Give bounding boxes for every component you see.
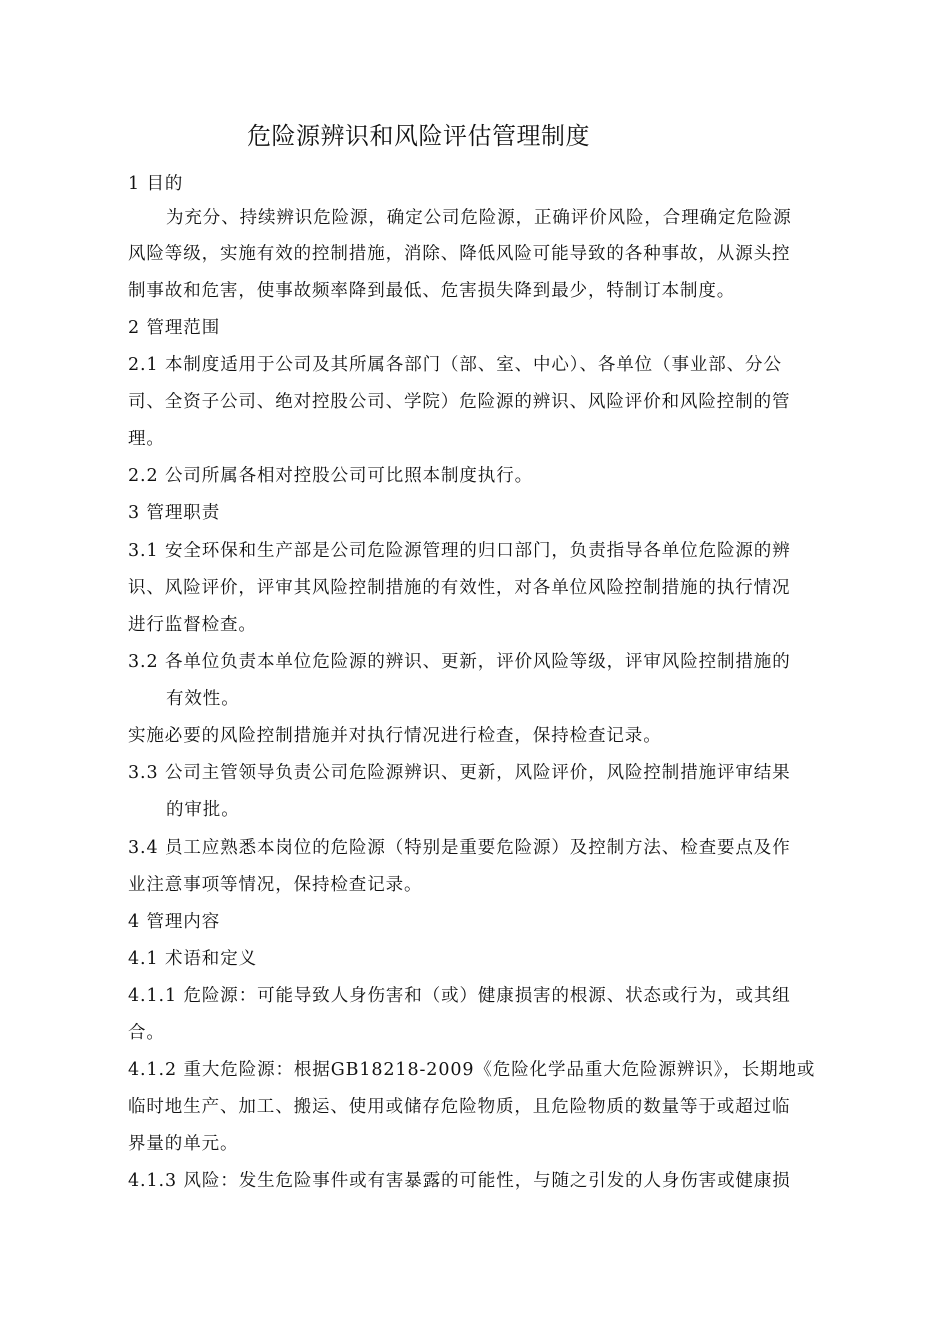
paragraph-line: 司、全资子公司、绝对控股公司、学院）危险源的辨识、风险评价和风险控制的管 [128,392,791,412]
paragraph-line: 进行监督检查。 [128,615,257,635]
paragraph-line: 业注意事项等情况，保持检查记录。 [128,875,423,895]
paragraph-line: 4.1.2 重大危险源：根据GB18218-2009《危险化学品重大危险源辨识》，长期地或 [128,1060,816,1080]
section-heading: 2 管理范围 [128,318,221,338]
paragraph-line: 2.2 公司所属各相对控股公司可比照本制度执行。 [128,466,533,486]
paragraph-line: 的审批。 [166,800,240,820]
section-heading: 1 目的 [128,174,184,194]
paragraph-line: 4.1.3 风险：发生危险事件或有害暴露的可能性，与随之引发的人身伤害或健康损 [128,1171,791,1191]
paragraph-line: 合。 [128,1023,165,1043]
paragraph-line: 4.1.1 危险源：可能导致人身伤害和（或）健康损害的根源、状态或行为，或其组 [128,986,791,1006]
paragraph-line: 理。 [128,429,165,449]
paragraph-line: 2.1 本制度适用于公司及其所属各部门（部、室、中心）、各单位（事业部、分公 [128,355,782,375]
section-heading: 4 管理内容 [128,912,221,932]
paragraph-line: 3.3 公司主管领导负责公司危险源辨识、更新，风险评价，风险控制措施评审结果 [128,763,791,783]
section-heading: 3 管理职责 [128,503,221,523]
paragraph-line: 为充分、持续辨识危险源，确定公司危险源，正确评价风险，合理确定危险源 [166,208,792,228]
paragraph-line: 3.2 各单位负责本单位危险源的辨识、更新，评价风险等级，评审风险控制措施的 [128,652,791,672]
paragraph-line: 识、风险评价，评审其风险控制措施的有效性，对各单位风险控制措施的执行情况 [128,578,791,598]
paragraph-line: 界量的单元。 [128,1134,239,1154]
paragraph-line: 临时地生产、加工、搬运、使用或储存危险物质，且危险物质的数量等于或超过临 [128,1097,791,1117]
paragraph-line: 风险等级，实施有效的控制措施，消除、降低风险可能导致的各种事故，从源头控 [128,244,791,264]
paragraph-line: 3.4 员工应熟悉本岗位的危险源（特别是重要危险源）及控制方法、检查要点及作 [128,838,791,858]
paragraph-line: 制事故和危害，使事故频率降到最低、危害损失降到最少，特制订本制度。 [128,281,736,301]
document-title: 危险源辨识和风险评估管理制度 [247,122,590,150]
paragraph-line: 有效性。 [166,689,240,709]
subsection-heading: 4.1 术语和定义 [128,949,257,969]
paragraph-line: 3.1 安全环保和生产部是公司危险源管理的归口部门，负责指导各单位危险源的辨 [128,541,791,561]
paragraph-line: 实施必要的风险控制措施并对执行情况进行检查，保持检查记录。 [128,726,662,746]
